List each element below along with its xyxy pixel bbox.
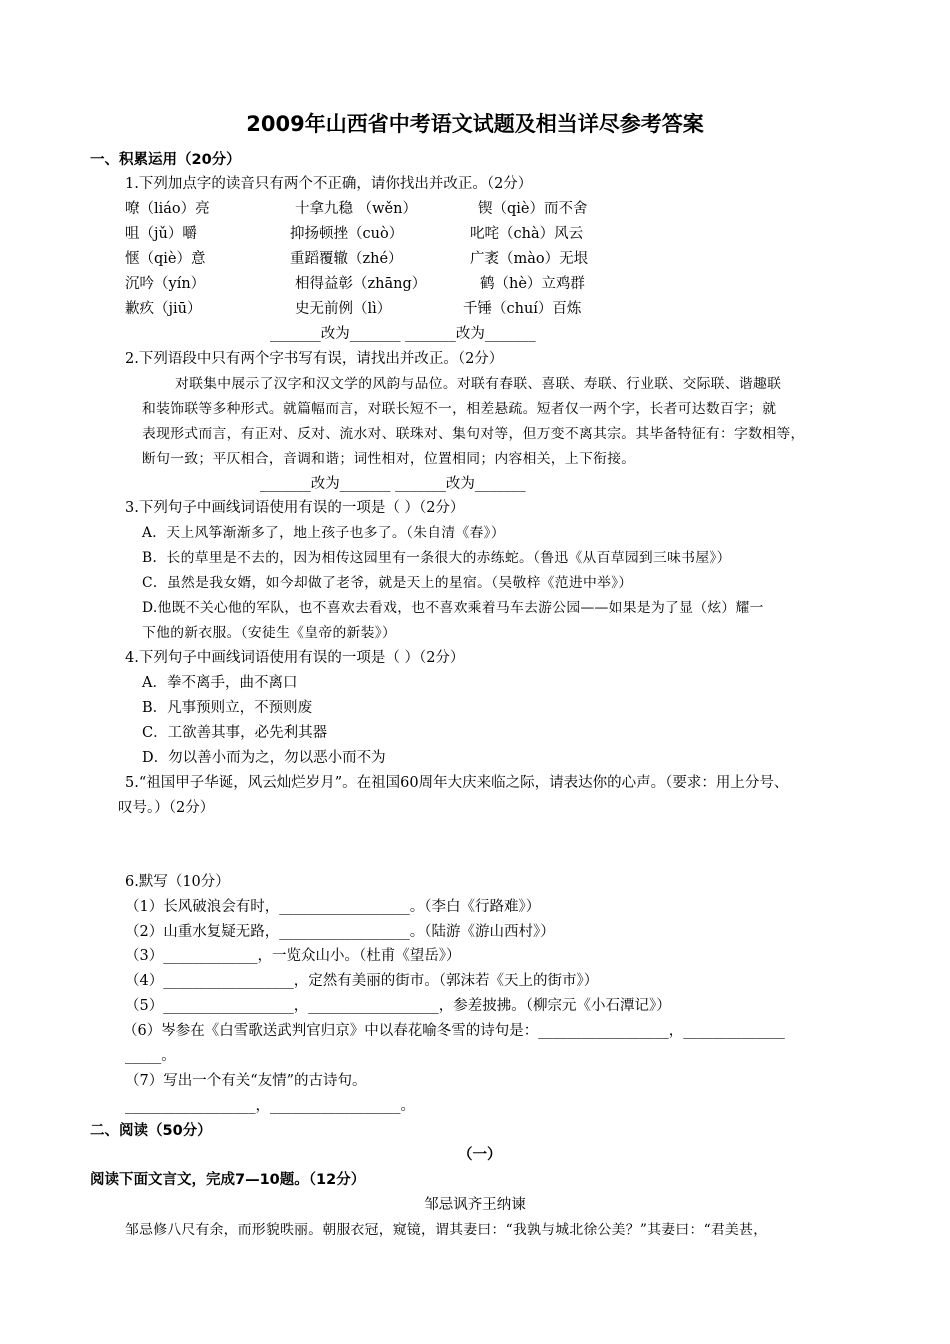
q5-line-2: 叹号。）（2分） xyxy=(118,800,215,816)
q4-option-b: B．凡事预则立，不预则废 xyxy=(142,700,313,716)
page-title: 2009年山西省中考语文试题及相当详尽参考答案 xyxy=(246,112,704,136)
q4-option-c: C．工欲善其事，必先利其器 xyxy=(142,725,328,741)
q1-row-1-col-1: 嘹（liáo）亮 xyxy=(125,201,210,217)
q1-answer-line: _______改为_______ _______改为_______ xyxy=(270,326,536,342)
q2-passage-line-3: 表现形式而言，有正对、反对、流水对、联珠对、集句对等，但万变不离其宗。其毕备特征有：字数相等， xyxy=(142,426,805,442)
section1-heading: 一、积累运用（20分） xyxy=(90,152,241,168)
q3-option-c: C．虽然是我女婿，如今却做了老爷，就是天上的星宿。（吴敬梓《范进中举》） xyxy=(142,575,633,591)
q6-item-4: （4）__________________，定然有美丽的街市。（郭沫若《天上的街市》） xyxy=(125,973,599,989)
q1-row-1-col-3: 锲（qiè）而不舍 xyxy=(478,201,588,217)
q6-item-7: （7）写出一个有关“友情”的古诗句。 xyxy=(125,1073,367,1089)
q3-option-d-cont: 下他的新衣服。（安徒生《皇帝的新装》） xyxy=(142,625,397,641)
q6-item-1: （1）长风破浪会有时，__________________。（李白《行路难》） xyxy=(125,899,541,915)
q2-prompt: 2.下列语段中只有两个字书写有误，请找出并改正。（2分） xyxy=(125,351,504,367)
q1-row-3-col-2: 重蹈覆辙（zhé） xyxy=(290,251,403,267)
q4-option-d: D．勿以善小而为之，勿以恶小而不为 xyxy=(142,750,386,766)
q1-prompt: 1.下列加点字的读音只有两个不正确，请你找出并改正。（2分） xyxy=(125,176,533,192)
q6-item-3: （3）_____________，一览众山小。（杜甫《望岳》） xyxy=(125,948,461,964)
section2-instruction: 阅读下面文言文，完成7—10题。（12分） xyxy=(90,1172,366,1188)
q1-row-3-col-1: 惬（qiè）意 xyxy=(125,251,206,267)
q1-row-2-col-2: 抑扬顿挫（cuò） xyxy=(290,226,404,242)
q2-answer-line: _______改为_______ _______改为_______ xyxy=(260,476,526,492)
q2-passage-line-2: 和装饰联等多种形式。就篇幅而言，对联长短不一，相差悬疏。短者仅一两个字，长者可达数百字；就 xyxy=(142,401,777,417)
q1-row-4-col-2: 相得益彰（zhāng） xyxy=(295,276,427,292)
q4-option-a: A．拳不离手，曲不离口 xyxy=(142,675,298,691)
q6-prompt: 6.默写（10分） xyxy=(125,874,230,890)
q5-line-1: 5.“祖国甲子华诞，风云灿烂岁月”。在祖国60周年大庆来临之际，请表达你的心声。（要求：用上分号、 xyxy=(125,775,789,791)
q1-row-2-col-3: 叱咤（chà）风云 xyxy=(470,226,584,242)
q1-row-4-col-1: 沉吟（yín） xyxy=(125,276,206,292)
section2-heading: 二、阅读（50分） xyxy=(90,1123,212,1139)
reading-text-title: 邹忌讽齐王纳谏 xyxy=(424,1197,526,1213)
q1-row-4-col-3: 鹤（hè）立鸡群 xyxy=(480,276,585,292)
q1-row-5-col-1: 歉疚（jiū） xyxy=(125,301,202,317)
q6-item-5: （5）__________________，__________________，参差披拂。（柳宗元《小石潭记》） xyxy=(125,998,671,1014)
q1-row-1-col-2: 十拿九稳 （wěn） xyxy=(295,201,417,217)
q3-prompt: 3.下列句子中画线词语使用有误的一项是（ ）（2分） xyxy=(125,500,465,516)
q6-item-7-answer: __________________，__________________。 xyxy=(125,1098,415,1114)
section2-part: （一） xyxy=(458,1147,502,1163)
q1-row-5-col-2: 史无前例（lì） xyxy=(295,301,392,317)
q1-row-2-col-1: 咀（jǔ）嚼 xyxy=(125,226,197,242)
q6-item-6-cont: _____。 xyxy=(125,1048,176,1064)
q6-item-2: （2）山重水复疑无路，__________________。（陆游《游山西村》） xyxy=(125,924,555,940)
q3-option-d: D.他既不关心他的军队，也不喜欢去看戏，也不喜欢乘着马车去游公园——如果是为了显（炫）耀一 xyxy=(142,600,764,616)
q2-passage-line-1: 对联集中展示了汉字和汉文学的风韵与品位。对联有春联、喜联、寿联、行业联、交际联、谐趣联 xyxy=(175,376,782,392)
q6-item-6: （6）岑参在《白雪歌送武判官归京》中以春花喻冬雪的诗句是：__________________，______________ xyxy=(123,1023,785,1039)
q2-passage-line-4: 断句一致；平仄相合，音调和谐；词性相对，位置相同；内容相关，上下衔接。 xyxy=(142,451,636,467)
q3-option-b: B．长的草里是不去的，因为相传这园里有一条很大的赤练蛇。（鲁迅《从百草园到三味书屋》） xyxy=(142,550,731,566)
q1-row-5-col-3: 千锤（chuí）百炼 xyxy=(463,301,582,317)
reading-text-first-line: 邹忌修八尺有余，而形貌昳丽。朝服衣冠，窥镜，谓其妻曰：“我孰与城北徐公美？”其妻曰：“君美甚， xyxy=(125,1222,768,1238)
q1-row-3-col-3: 广袤（mào）无垠 xyxy=(470,251,589,267)
q3-option-a: A．天上风筝渐渐多了，地上孩子也多了。（朱自清《春》） xyxy=(142,525,505,541)
q4-prompt: 4.下列句子中画线词语使用有误的一项是（ ）（2分） xyxy=(125,650,465,666)
